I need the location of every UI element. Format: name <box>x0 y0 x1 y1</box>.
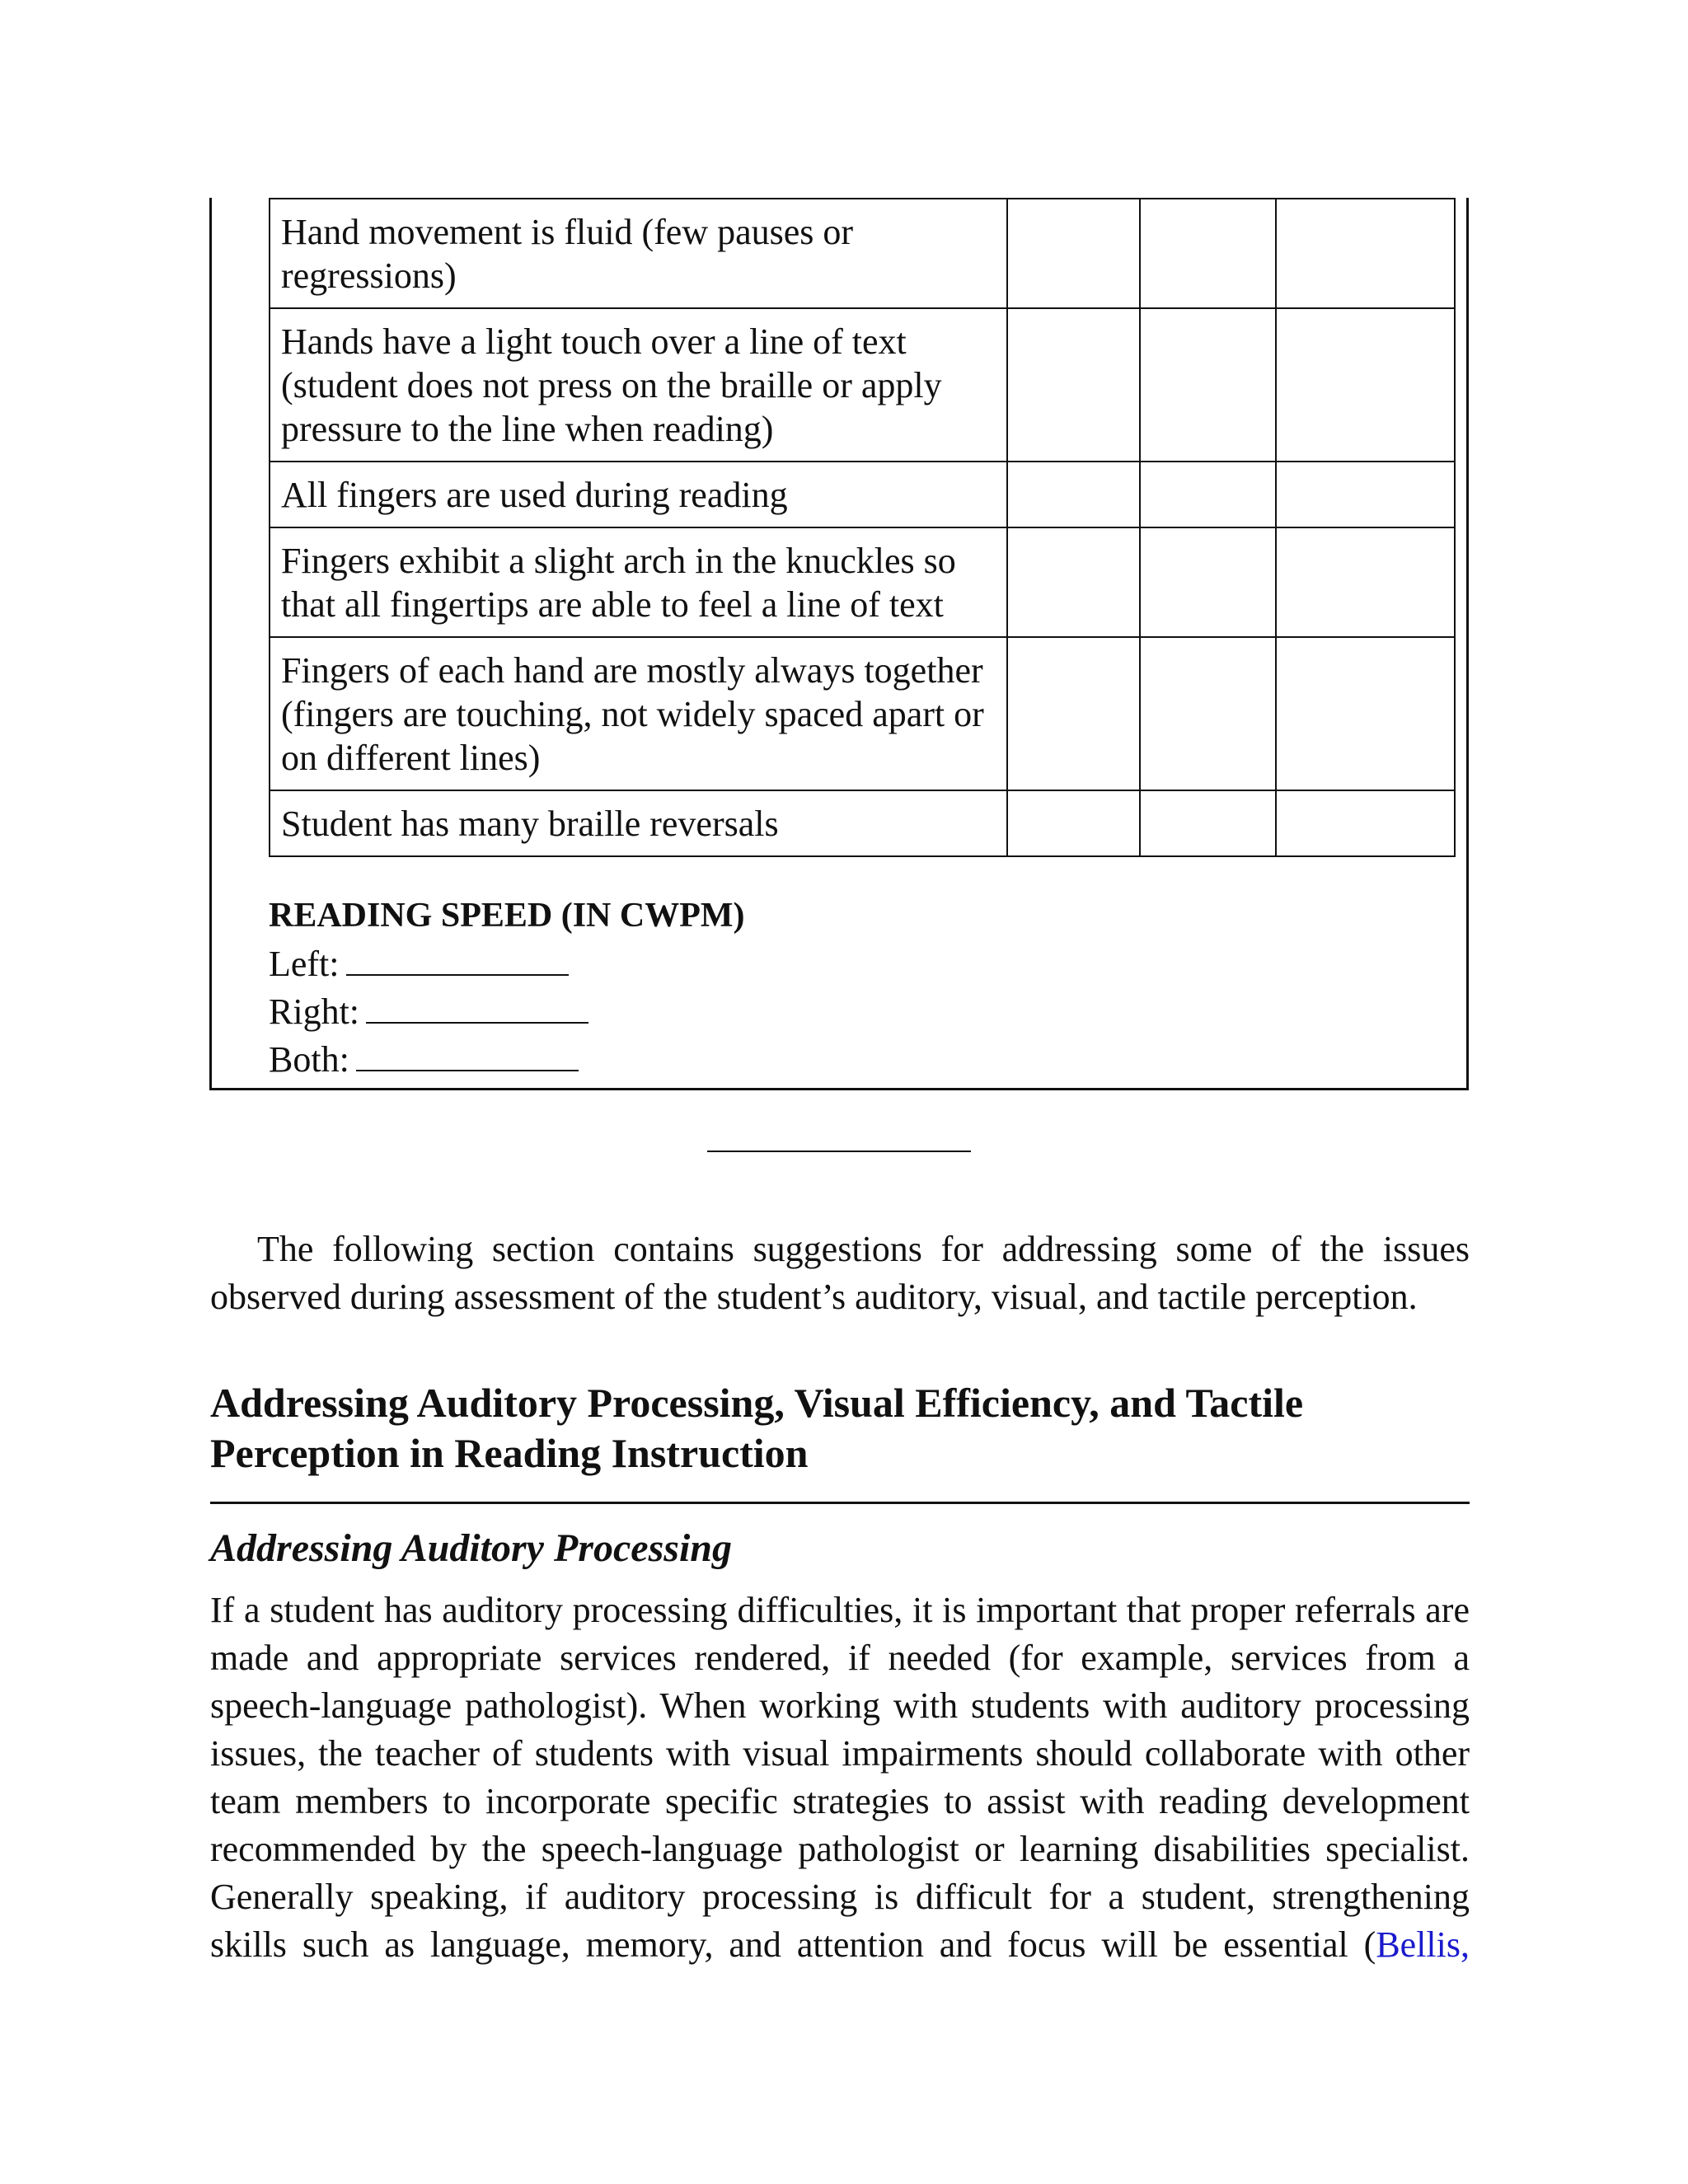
speed-both-blank[interactable] <box>356 1033 579 1071</box>
criterion-cell: Fingers of each hand are mostly always together (fingers are touching, not widely spaced apart or on different lines) <box>270 637 1007 790</box>
subsection-heading: Addressing Auditory Processing <box>210 1526 732 1570</box>
assessment-form-box <box>209 198 1469 1090</box>
criterion-cell: Student has many braille reversals <box>270 790 1007 856</box>
table-row <box>270 199 1455 308</box>
intro-paragraph: The following section contains suggestions for addressing some of the issues observed during assessment of the student’s auditory, visual, and tactile perception. <box>210 1229 1470 1317</box>
rating-cell[interactable] <box>1140 790 1276 856</box>
rating-cell[interactable] <box>1007 462 1140 527</box>
rating-cell[interactable] <box>1007 637 1140 790</box>
section-divider <box>707 1151 971 1152</box>
body-paragraph <box>210 1586 1470 1969</box>
speed-both-line <box>269 1033 745 1081</box>
rating-cell[interactable] <box>1276 790 1455 856</box>
rating-cell[interactable] <box>1007 308 1140 462</box>
rating-cell[interactable] <box>1276 308 1455 462</box>
table-row <box>270 527 1455 637</box>
rating-cell[interactable] <box>1007 199 1140 308</box>
heading-rule <box>210 1502 1470 1504</box>
speed-left-label: Left: <box>269 944 340 984</box>
rating-cell[interactable] <box>1140 462 1276 527</box>
rating-cell[interactable] <box>1140 637 1276 790</box>
speed-left-line <box>269 938 745 986</box>
reading-speed-section <box>269 894 745 1081</box>
rating-cell[interactable] <box>1140 527 1276 637</box>
rating-cell[interactable] <box>1276 462 1455 527</box>
speed-both-label: Both: <box>269 1039 349 1080</box>
speed-right-line <box>269 986 745 1033</box>
speed-right-blank[interactable] <box>366 986 588 1024</box>
criterion-cell: Hand movement is fluid (few pauses or regressions) <box>270 199 1007 308</box>
rating-cell[interactable] <box>1007 790 1140 856</box>
rating-cell[interactable] <box>1276 637 1455 790</box>
rating-cell[interactable] <box>1276 199 1455 308</box>
table-row <box>270 790 1455 856</box>
criterion-cell: All fingers are used during reading <box>270 462 1007 527</box>
table-row <box>270 308 1455 462</box>
rating-cell[interactable] <box>1140 308 1276 462</box>
rating-cell[interactable] <box>1276 527 1455 637</box>
table-row <box>270 637 1455 790</box>
section-heading: Addressing Auditory Processing, Visual Efficiency, and Tactile Perception in Reading Instruction <box>210 1380 1304 1476</box>
reading-speed-heading: READING SPEED (IN CWPM) <box>269 897 745 935</box>
rating-cell[interactable] <box>1007 527 1140 637</box>
rating-cell[interactable] <box>1140 199 1276 308</box>
criterion-cell: Fingers exhibit a slight arch in the knuckles so that all fingertips are able to feel a line of text <box>270 527 1007 637</box>
citation-link[interactable]: Bellis, <box>1376 1924 1470 1965</box>
speed-left-blank[interactable] <box>346 938 569 976</box>
body-paragraph-text: If a student has auditory processing difficulties, it is important that proper referrals are made and appropriate services rendered, if needed (for example, services from a speech-language pathologist). When working with students with auditory processing issues, the teacher of students with visual impairments should collaborate with other team members to incorporate specific strategies to assist with reading development recommended by the speech-language pathologist or learning disabilities specialist. Generally speaking, if auditory processing is difficult for a student, strengthening skills such as language, memory, and attention and focus will be essential ( <box>210 1590 1470 1965</box>
tactile-reading-checklist-table <box>269 198 1456 857</box>
table-row <box>270 462 1455 527</box>
criterion-cell: Hands have a light touch over a line of text (student does not press on the braille or apply pressure to the line when reading) <box>270 308 1007 462</box>
speed-right-label: Right: <box>269 991 360 1032</box>
